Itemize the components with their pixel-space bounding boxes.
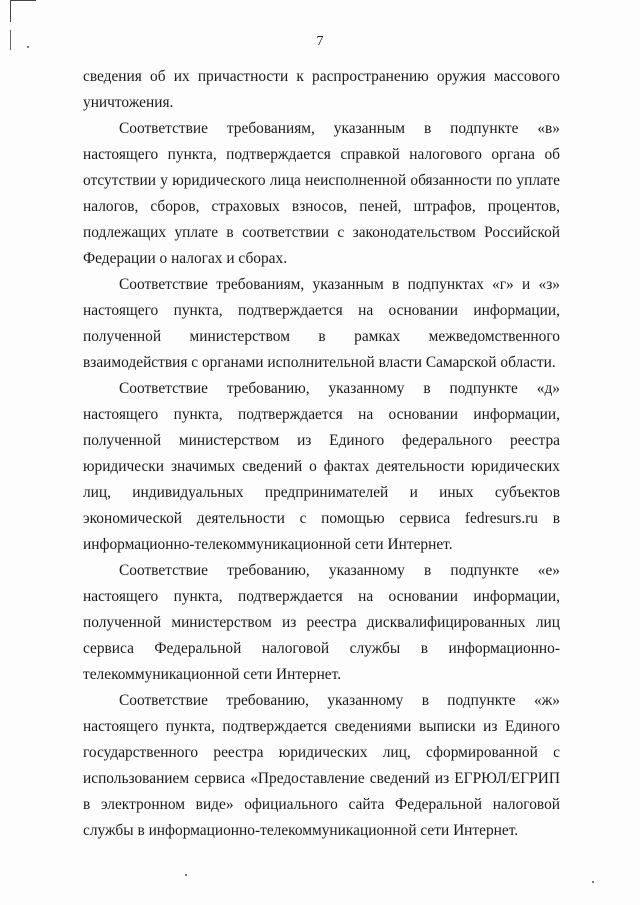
scan-corner-mark-top [10, 0, 36, 1]
paragraph-requirement-d: Соответствие требованию, указанному в подпункте «д» настоящего пункта, подтверждается на основании информации, полученной министерством из Единого федерального реестра юридически значимых сведений о фактах деятельности юридических лиц, индивидуальных предпринимателей и иных субъектов экономической деятельности с помощью сервиса fedresurs.ru в информационно-телекоммуникационной сети Интернет. [83, 380, 560, 553]
scan-corner-mark-left [10, 0, 11, 22]
paragraph-continuation: сведения об их причастности к распространению оружия массового уничтожения. [83, 68, 560, 111]
paragraph-requirement-g-z: Соответствие требованиям, указанным в подпунктах «г» и «з» настоящего пункта, подтверждается на основании информации, полученной министерством в рамках межведомственного взаимодействия с органами исполнительной власти Самарской области. [83, 276, 560, 371]
page-number: 7 [316, 34, 324, 49]
document-body [83, 64, 560, 844]
paragraph-requirement-e: Соответствие требованию, указанному в подпункте «е» настоящего пункта, подтверждается на основании информации, полученной министерством из реестра дисквалифицированных лиц сервиса Федеральной налоговой службы в информационно-телекоммуникационной сети Интернет. [83, 562, 560, 683]
paragraph-requirement-v: Соответствие требованиям, указанным в подпункте «в» настоящего пункта, подтверждается справкой налогового органа об отсутствии у юридического лица неисполненной обязанности по уплате налогов, сборов, страховых взносов, пеней, штрафов, процентов, подлежащих уплате в соответствии с законодательством Российской Федерации о налогах и сборах. [83, 120, 560, 267]
paragraph-requirement-zh: Соответствие требованию, указанному в подпункте «ж» настоящего пункта, подтверждается сведениями выписки из Единого государственного реестра юридических лиц, сформированной с использованием сервиса «Предоставление сведений из ЕГРЮЛ/ЕГРИП в электронном виде» официального сайта Федеральной налоговой службы в информационно-телекоммуникационной сети Интернет. [83, 692, 560, 839]
scan-speck [185, 874, 187, 876]
scan-speck [592, 881, 594, 883]
